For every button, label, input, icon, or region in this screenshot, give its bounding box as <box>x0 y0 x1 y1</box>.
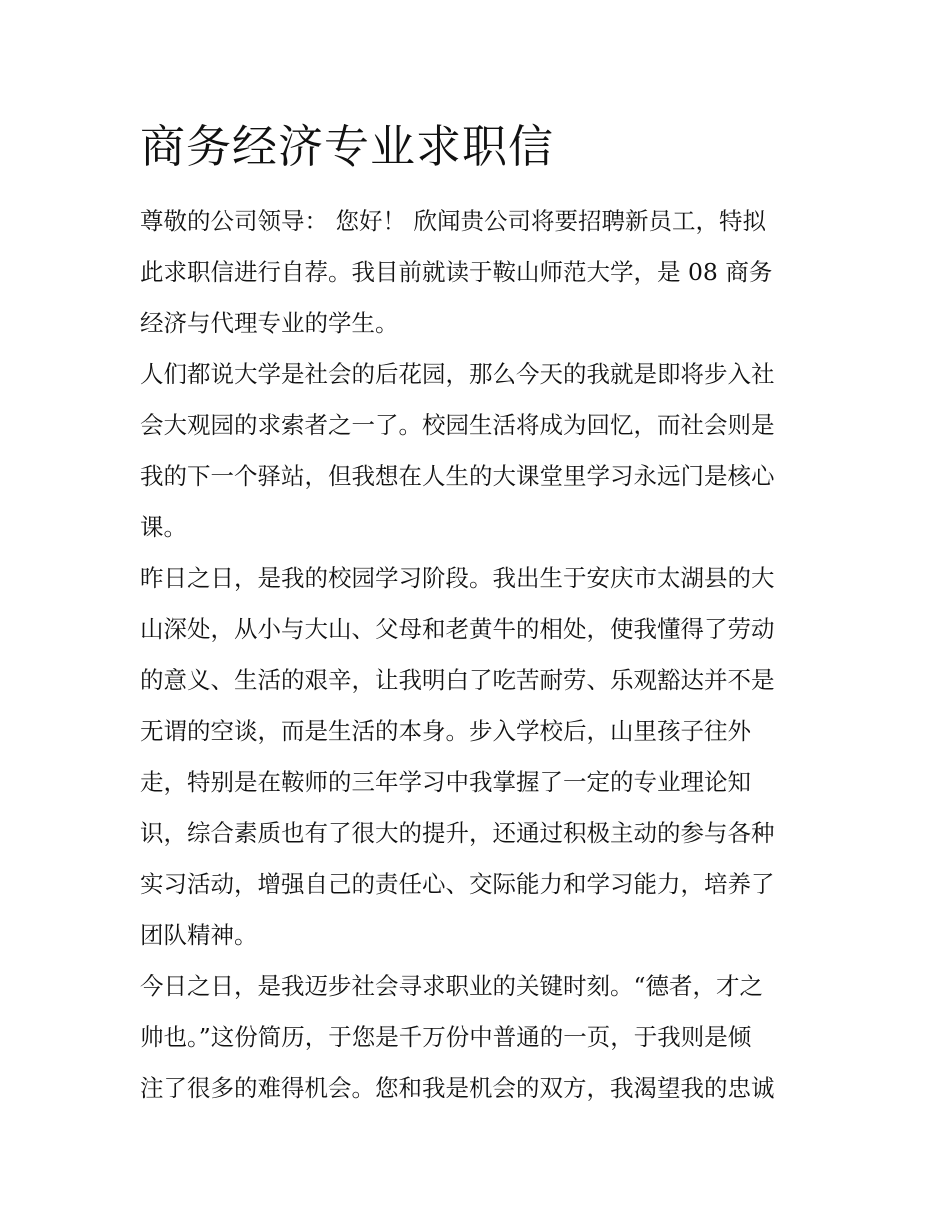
body-line: 注了很多的难得机会。您和我是机会的双方，我渴望我的忠诚 <box>140 1074 775 1102</box>
body-line: 尊敬的公司领导： 您好！ 欣闻贵公司将要招聘新员工，特拟 <box>140 207 766 235</box>
body-line: 实习活动，增强自己的责任心、交际能力和学习能力，培养了 <box>140 870 775 898</box>
body-line: 人们都说大学是社会的后花园，那么今天的我就是即将步入社 <box>140 360 775 388</box>
body-line: 无谓的空谈，而是生活的本身。步入学校后，山里孩子往外 <box>140 717 751 745</box>
body-line: 团队精神。 <box>140 921 258 949</box>
letter-title: 商务经济专业求职信 <box>140 120 555 173</box>
body-line: 帅也。”这份简历，于您是千万份中普通的一页，于我则是倾 <box>140 1023 752 1051</box>
body-line: 走，特别是在鞍师的三年学习中我掌握了一定的专业理论知 <box>140 768 751 796</box>
body-line: 的意义、生活的艰辛，让我明白了吃苦耐劳、乐观豁达并不是 <box>140 666 775 694</box>
body-line: 经济与代理专业的学生。 <box>140 309 399 337</box>
body-line: 山深处，从小与大山、父母和老黄牛的相处，使我懂得了劳动 <box>140 615 775 643</box>
body-line: 此求职信进行自荐。我目前就读于鞍山师范大学，是 08 商务 <box>140 258 773 286</box>
body-line: 我的下一个驿站，但我想在人生的大课堂里学习永远门是核心 <box>140 462 775 490</box>
body-line: 昨日之日，是我的校园学习阶段。我出生于安庆市太湖县的大 <box>140 564 775 592</box>
body-line: 课。 <box>140 513 187 541</box>
letter-body <box>140 196 830 1114</box>
body-line: 识，综合素质也有了很大的提升，还通过积极主动的参与各种 <box>140 819 775 847</box>
body-line: 今日之日，是我迈步社会寻求职业的关键时刻。“德者，才之 <box>140 972 764 1000</box>
body-line: 会大观园的求索者之一了。校园生活将成为回忆，而社会则是 <box>140 411 775 439</box>
